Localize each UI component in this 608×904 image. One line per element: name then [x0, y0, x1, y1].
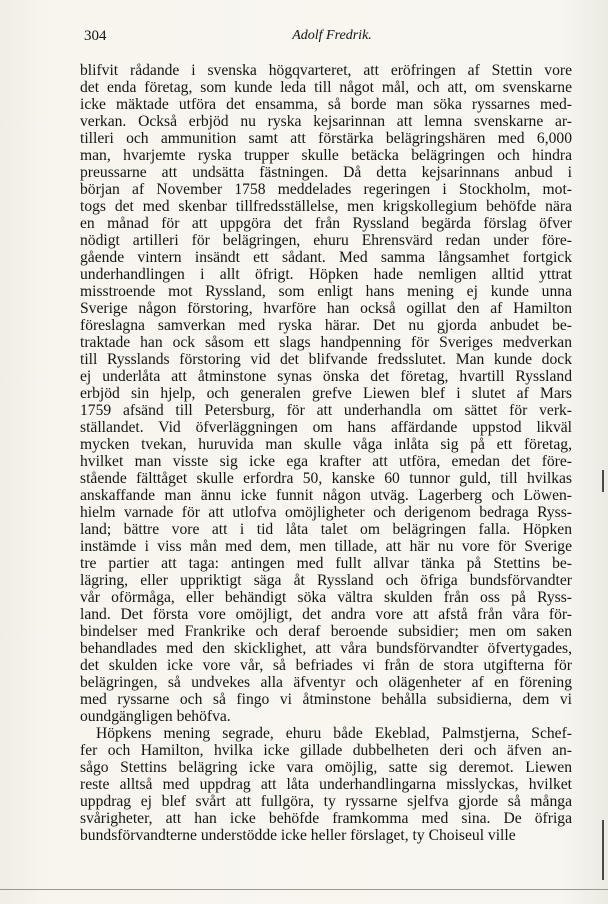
- text-line: land. Det första vore omöjligt, det andra vore att afstå från våra för-: [80, 606, 572, 623]
- page-bottom-edge: [0, 889, 608, 890]
- text-line: till Rysslands förstoring vid det blifvande fredsslutet. Man kunde dock: [80, 351, 572, 368]
- text-line: anskaffande man ännu icke funnit någon utväg. Lagerberg och Löwen-: [80, 487, 572, 504]
- text-line: föreslagna samverkan med ryska härar. Det nu gjorda anbudet be-: [80, 317, 572, 334]
- text-line: man, hvarjemte ryska trupper skulle betäcka belägringen och hindra: [80, 147, 572, 164]
- text-line: bindelser med Frankrike och deraf beroende subsidier; men om saken: [80, 623, 572, 640]
- paragraph: [80, 62, 572, 725]
- text-line: instämde i viss mån med dem, men tillade, att här nu vore för Sverige: [80, 538, 572, 555]
- text-line: tre partier att taga: antingen med fullt allvar tänka på Stettins be-: [80, 555, 572, 572]
- text-line: hvilket man visste sig icke ega krafter att utföra, emedan det före-: [80, 453, 572, 470]
- edge-mark: [602, 470, 604, 492]
- text-line: lägring, eller uppriktigt säga åt Ryssland och öfriga bundsförvandter: [80, 572, 572, 589]
- text-line: land; bättre vore att i tid låta talet om belägringen falla. Höpken: [80, 521, 572, 538]
- text-line: bundsförvandterne understödde icke heller förslaget, ty Choiseul ville: [80, 827, 516, 844]
- text-line: en månad för att uppgöra det från Ryssland begärda förslag öfver: [80, 215, 572, 232]
- body-text: [80, 62, 572, 844]
- text-line: traktade han ock såsom ett slags handpenning för Sveriges medverkan: [80, 334, 572, 351]
- text-line: togs det med skenbar tillfredsställelse, men krigskollegium behöfde nära: [80, 198, 572, 215]
- text-line: det skulden icke vore vår, så befriades vi från de stora utgifterna för: [80, 657, 572, 674]
- text-line: belägringen, så undvekes alla äfventyr och olägenheter af en förening: [80, 674, 572, 691]
- text-line: verkan. Också erbjöd nu ryska kejsarinnan att lemna svenskarne ar-: [80, 113, 572, 130]
- edge-mark: [602, 820, 604, 880]
- text-line: 1759 afsänd till Petersburg, för att underhandla om sättet för verk-: [80, 402, 572, 419]
- text-line: nödigt artilleri för belägringen, ehuru Ehrensvärd redan under före-: [80, 232, 572, 249]
- text-line: med ryssarne och så fingo vi åtminstone behålla subsidierna, dem vi: [80, 691, 572, 708]
- text-line: sågo Stettins belägring icke vara omöjlig, satte sig deremot. Liewen: [80, 759, 572, 776]
- text-line: det enda företag, som kunde leda till något mål, och att, om svenskarne: [80, 79, 572, 96]
- text-line: fer och Hamilton, hvilka icke gillade dubbelheten deri och äfven an-: [80, 742, 572, 759]
- text-line: tilleri och ammunition samt att förstärka belägringshären med 6,000: [80, 130, 572, 147]
- text-line: mycken tvekan, huruvida man skulle våga inlåta sig på ett företag,: [80, 436, 572, 453]
- page-number: 304: [84, 28, 107, 44]
- text-line: stående fälttåget skulle erfordra 50, kanske 60 tunnor guld, till hvilkas: [80, 470, 572, 487]
- text-line: ställandet. Vid öfverläggningen om hans affärdande uppstod likväl: [80, 419, 572, 436]
- text-line: misstroende mot Ryssland, som enligt hans mening ej kunde unna: [80, 283, 572, 300]
- text-line: blifvit rådande i svenska högqvarteret, att eröfringen af Stettin vore: [80, 62, 572, 79]
- running-head: Adolf Fredrik.: [292, 28, 372, 43]
- text-line: icke mäktade utföra det ensamma, så borde man söka ryssarnes med-: [80, 96, 572, 113]
- text-line: Höpkens mening segrade, ehuru både Ekeblad, Palmstjerna, Schef-: [96, 725, 572, 742]
- paragraph: [80, 725, 572, 844]
- text-line: Sverige någon förstoring, hvarföre han också ogillat den af Hamilton: [80, 300, 572, 317]
- text-line: gående vintern insändt ett sådant. Med samma långsamhet fortgick: [80, 249, 572, 266]
- text-line: vår oförmåga, eller behändigt söka vältra skulden från oss på Ryss-: [80, 589, 572, 606]
- text-line: erbjöd sin hjelp, och generalen grefve Liewen blef i slutet af Mars: [80, 385, 572, 402]
- text-line: början af November 1758 meddelades regeringen i Stockholm, mot-: [80, 181, 572, 198]
- text-line: underhandlingen i allt öfrigt. Höpken hade nemligen alltid yttrat: [80, 266, 572, 283]
- text-line: svårigheter, att han icke behöfde framkomma med sina. De öfriga: [80, 810, 572, 827]
- text-line: reste alltså med uppdrag att låta underhandlingarna misslyckas, hvilket: [80, 776, 572, 793]
- text-line: preussarne att undsätta fästningen. Då detta kejsarinnans anbud i: [80, 164, 572, 181]
- text-line: uppdrag ej blef svårt att fullgöra, ty ryssarne sjelfva gjorde så många: [80, 793, 572, 810]
- text-line: behandlades med den skicklighet, att våra bundsförvandter öfvertygades,: [80, 640, 572, 657]
- text-line: ej underlåta att åtminstone synas önska det företag, hvartill Ryssland: [80, 368, 572, 385]
- text-line: oundgängligen behöfva.: [80, 708, 231, 725]
- page-header: [84, 28, 580, 48]
- text-line: hielm varnade för att utlofva omöjligheter och derigenom bedraga Ryss-: [80, 504, 572, 521]
